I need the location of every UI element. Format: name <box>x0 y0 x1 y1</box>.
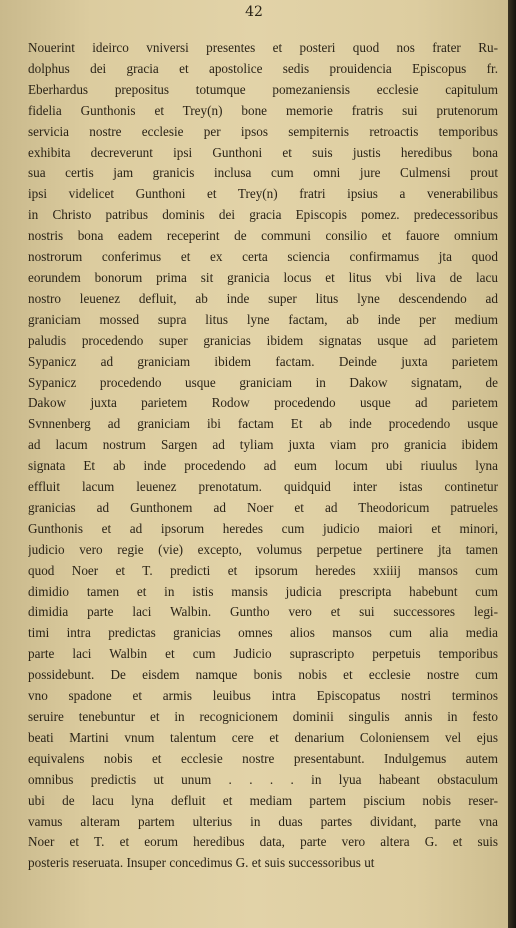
text-line: omnibus predictis ut unum . . . . in lyua habeant obstaculum <box>28 771 498 787</box>
text-line: quod Noer et T. predicti et ipsorum heredes xxiiij mansos cum <box>28 562 498 578</box>
text-line: ad lacum nostrum Sargen ad tyliam juxta viam pro granicia ibidem <box>28 437 498 453</box>
text-line: ipsi videlicet Gunthoni et Trey(n) fratri ipsius a venerabilibus <box>28 186 498 202</box>
text-line: Dakow juxta parietem Rodow procedendo usque ad parietem <box>28 395 498 411</box>
text-line: seruire tenebuntur et in recognicionem dominii singulis annis in festo <box>28 709 498 724</box>
text-line: exhibita decreverunt ipsi Gunthoni et suis justis heredibus bona <box>28 144 498 160</box>
text-line: nostrorum conferimus et ex certa sciencia confirmamus jta quod <box>28 249 498 265</box>
text-line: graniciam mossed supra litus lyne factam, ab inde per medium <box>28 311 498 327</box>
text-line: Gunthonis et ad ipsorum heredes cum judicio maiori et minori, <box>28 520 498 536</box>
text-line: dimidia parte laci Walbin. Guntho vero et sui successores legi- <box>28 604 498 620</box>
text-line: dolphus dei gracia et apostolice sedis prouidencia Episcopus fr. <box>28 60 498 76</box>
text-line: judicio vero regie (vie) excepto, volumus perpetue pertinere jta tamen <box>28 541 498 557</box>
text-line: fidelia Gunthonis et Trey(n) bone memorie fratris sui prutenorum <box>28 102 498 118</box>
text-line: Svnnenberg ad graniciam ibi factam Et ab inde procedendo usque <box>28 416 498 432</box>
text-line: Eberhardus prepositus totumque pomezaniensis ecclesie capitulum <box>28 81 498 97</box>
text-line: Noer et T. et eorum heredibus data, parte vero altera G. et suis <box>28 834 498 850</box>
text-line: paludis procedendo super granicias ibidem signatas usque ad parietem <box>28 332 498 348</box>
text-line: posteris reseruata. Insuper concedimus G. et suis successoribus ut <box>28 855 375 871</box>
text-line: effluit lacum leuenez prenotatum. quidquid inter istas continetur <box>28 479 498 495</box>
text-line: servicia nostre ecclesie per ipsos sempiternis retroactis temporibus <box>28 123 498 139</box>
text-line: in Christo patribus dominis dei gracia Episcopis pomez. predecessoribus <box>28 207 498 223</box>
text-line: vno spadone et armis leuibus intra Episcopatus nostri terminos <box>28 688 498 704</box>
text-line: parte laci Walbin et cum Judicio suprascripto perpetuis temporibus <box>28 646 498 662</box>
book-spine <box>508 0 516 928</box>
text-line: granicias ad Gunthonem ad Noer et ad Theodoricum patrueles <box>28 499 498 515</box>
text-line: Nouerint ideirco vniversi presentes et posteri quod nos frater Ru- <box>28 40 498 55</box>
text-line: timi intra predictas granicias omnes alios mansos cum alia media <box>28 625 498 641</box>
text-line: Sypanicz procedendo usque graniciam in Dakow signatam, de <box>28 374 498 390</box>
text-line: beati Martini vnum talentum cere et denarium Coloniensem vel ejus <box>28 729 498 745</box>
text-line: equivalens nobis et ecclesie nostre presentabunt. Indulgemus autem <box>28 750 498 766</box>
text-line: Sypanicz ad graniciam ibidem factam. Deinde juxta parietem <box>28 353 498 369</box>
body-text <box>28 38 498 874</box>
text-line: signata Et ab inde procedendo ad eum locum ubi riuulus lyna <box>28 458 498 474</box>
text-line: eorundem bonorum prima sit granicia locus et litus vbi liva de lacu <box>28 269 498 285</box>
text-line: possidebunt. De eisdem namque bonis nobis et ecclesie nostre cum <box>28 667 498 683</box>
text-line: nostris bona eadem receperint de communi consilio et fauore omnium <box>28 228 498 244</box>
text-line: vamus alteram partem ulterius in duas partes dividant, parte vna <box>28 813 498 829</box>
text-line: nostro leuenez defluit, ab inde super litus lyne descendendo ad <box>28 290 498 306</box>
page-number: 42 <box>245 4 263 20</box>
text-line: dimidio tamen et in istis mansis judicia prescripta habebunt cum <box>28 583 498 599</box>
text-line: ubi de lacu lyna defluit et mediam partem piscium nobis reser- <box>28 792 498 808</box>
text-line: sua certis jam granicis inclusa cum omni jure Culmensi prout <box>28 165 498 181</box>
